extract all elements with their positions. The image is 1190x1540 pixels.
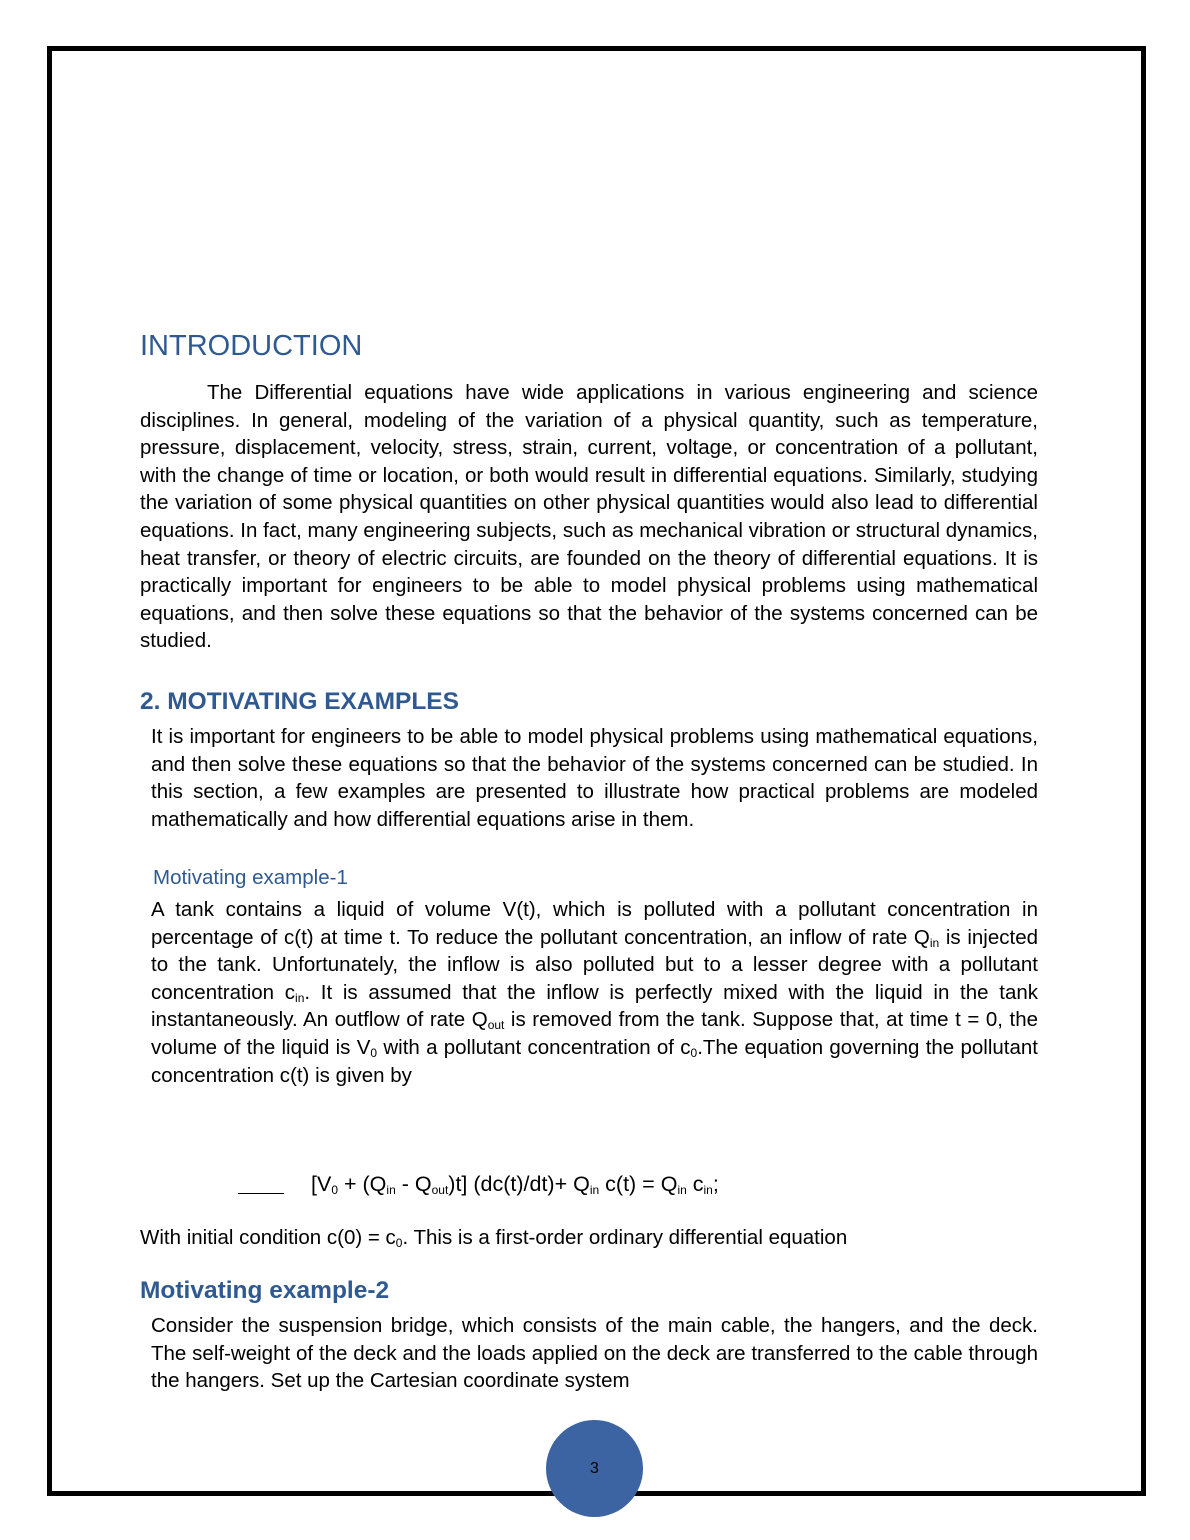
example-2-heading: Motivating example-2: [140, 1277, 390, 1304]
introduction-paragraph: The Differential equations have wide applications in various engineering and science disciplines. In general, modeling of the variation of a physical quantity, such as temperature, pressure, displacement, velocity, stress, strain, current, voltage, or concentration of a pollutant, with the change of time or location, or both would result in differential equations. Similarly, studying the variation of some physical quantities on other physical quantities would also lead to differential equations. In fact, many engineering subjects, such as mechanical vibration or structural dynamics, heat transfer, or theory of electric circuits, are founded on the theory of differential equations. It is practically important for engineers to be able to model physical problems using mathematical equations, and then solve these equations so that the behavior of the systems concerned can be studied.: [140, 381, 1038, 653]
initial-condition-text: With initial condition $c(0) = c_0$. This is a first-order ordinary differential equation: [140, 1226, 848, 1250]
motivating-examples-paragraph: It is important for engineers to be able to model physical problems using mathematical equations, and then solve these equations so that the behavior of the systems concerned can be studied. In this section, a few examples are presented to illustrate how practical problems are modeled mathematically and how differential equations arise in them.: [151, 725, 1038, 831]
introduction-heading: INTRODUCTION: [140, 330, 363, 362]
example-1-paragraph: A tank contains a liquid of volume V(t), which is polluted with a pollutant concentration in percentage of c(t) at time t. To reduce the pollutant concentration, an inflow of rate $Q_{in}$ is injected to the tank. Unfortunately, the inflow is also polluted but to a lesser degree with a pollutant concentration $c_{in}$. It is assumed that the inflow is perfectly mixed with the liquid in the tank instantaneously. An outflow of rate $Q_{out}$ is removed from the tank. Suppose that, at time t = 0, the volume of the liquid is $V_0$ with a pollutant concentration of $c_0.The$ equation governing the pollutant concentration c(t) is given by: [151, 898, 1039, 1087]
example-2-paragraph: Consider the suspension bridge, which consists of the main cable, the hangers, and the deck. The self-weight of the deck and the loads applied on the deck are transferred to the cable through the hangers. Set up the Cartesian coordinate system: [151, 1314, 1038, 1393]
section-heading-motivating-examples: 2. MOTIVATING EXAMPLES: [140, 688, 459, 715]
page-number: 3: [590, 1460, 599, 1477]
example-1-heading: Motivating example-1: [153, 866, 348, 889]
governing-equation: $[V_0 + (Q_{in} - Q_{out})t]$ $(dc(t)/dt)+ Q_{in}$ $c(t) = Q_{in}$ $c_{in}$;: [311, 1172, 719, 1197]
equation-blank-line: [238, 1193, 284, 1194]
